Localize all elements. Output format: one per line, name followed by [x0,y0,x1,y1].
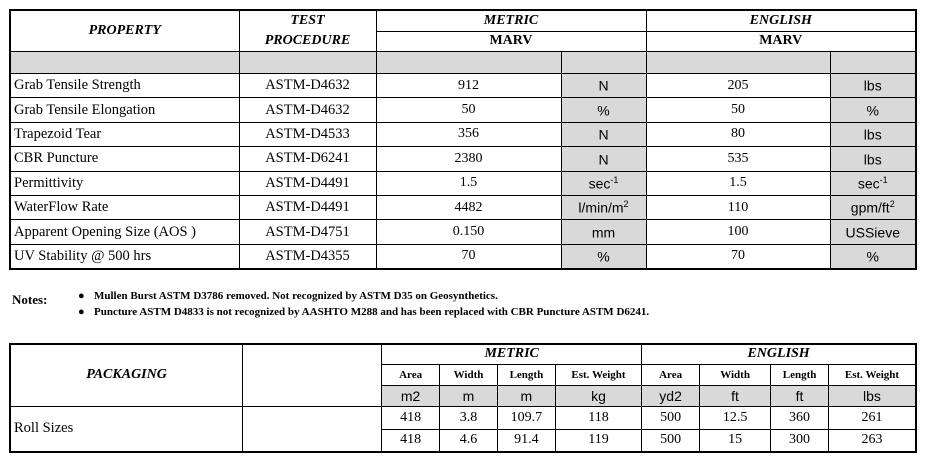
english-value: 1.5 [646,171,830,195]
packaging-metric-header: METRIC [382,344,642,364]
metric-marv-header: MARV [376,31,646,51]
english-unit-sup: -1 [879,174,888,185]
property-row [10,171,916,195]
english-unit-text: gpm/ft [850,199,890,216]
metric-value: 50 [376,98,561,122]
test-procedure: ASTM-D6241 [239,147,376,171]
packaging-header: PACKAGING [10,344,243,406]
test-header-line2: PROCEDURE [264,33,351,48]
english-value: 535 [646,147,830,171]
properties-table [9,9,917,270]
english-value: 205 [646,74,830,98]
english-unit [830,98,916,122]
metric-unit [561,220,646,244]
metric-value: 4482 [376,195,561,219]
english-unit [830,122,916,146]
english-unit [830,74,916,98]
metric-unit [561,74,646,98]
property-name: UV Stability @ 500 hrs [10,244,239,268]
note-item-2 [78,306,649,318]
property-row [10,98,916,122]
metric-unit-text: N [598,126,609,143]
english-column-header: Width [700,364,771,385]
english-value: 110 [646,195,830,219]
metric-value: 0.150 [376,220,561,244]
metric-roll-value: 4.6 [440,429,498,452]
english-unit [830,171,916,195]
property-name: CBR Puncture [10,147,239,171]
roll-sizes-blank [243,406,382,452]
english-value: 80 [646,122,830,146]
packaging-table [9,343,917,453]
notes-label: Notes: [12,292,48,307]
english-value: 50 [646,98,830,122]
property-row [10,244,916,268]
metric-unit-sup: 2 [623,199,629,210]
metric-roll-value: 118 [555,406,641,429]
english-unit [830,195,916,219]
english-roll-value: 15 [700,429,771,452]
property-row [10,195,916,219]
metric-unit-text: N [598,151,609,168]
note-item-1 [78,290,498,302]
roll-sizes-label: Roll Sizes [10,406,243,452]
test-procedure: ASTM-D4355 [239,244,376,268]
english-unit-text: sec [857,175,880,192]
metric-unit [561,122,646,146]
english-unit [830,147,916,171]
metric-column-header: Area [382,364,440,385]
metric-roll-value: 3.8 [440,406,498,429]
metric-column-header: Est. Weight [555,364,641,385]
metric-unit [561,244,646,268]
metric-unit [561,98,646,122]
metric-value: 356 [376,122,561,146]
english-unit-text: USSieve [845,224,900,241]
english-roll-value: 261 [828,406,916,429]
english-unit-text: % [866,102,879,119]
packaging-blank-cell [243,344,382,406]
metric-unit-text: l/min/m [578,199,624,216]
english-column-header: Area [642,364,700,385]
property-name: Permittivity [10,171,239,195]
english-roll-value: 12.5 [700,406,771,429]
metric-header: METRIC [376,10,646,31]
test-procedure-header [239,10,376,52]
english-unit-text: lbs [863,126,882,143]
english-unit-text: % [866,248,879,265]
metric-unit-text: mm [591,224,616,241]
english-header: ENGLISH [646,10,916,31]
metric-unit-cell: m [497,385,555,406]
english-unit [830,220,916,244]
property-name: WaterFlow Rate [10,195,239,219]
test-procedure: ASTM-D4491 [239,171,376,195]
note-text-2: Puncture ASTM D4833 is not recognized by AASHTO M288 and has been replaced with CBR Puncture ASTM D6241. [94,306,650,318]
english-unit-cell: lbs [828,385,916,406]
english-unit-cell: ft [771,385,829,406]
english-value: 70 [646,244,830,268]
property-name: Grab Tensile Elongation [10,98,239,122]
metric-value: 2380 [376,147,561,171]
test-procedure: ASTM-D4632 [239,98,376,122]
english-roll-value: 263 [828,429,916,452]
test-header-line1: TEST [290,13,325,28]
test-procedure: ASTM-D4491 [239,195,376,219]
metric-unit [561,147,646,171]
property-row [10,122,916,146]
metric-unit-cell: kg [555,385,641,406]
test-procedure: ASTM-D4632 [239,74,376,98]
metric-value: 912 [376,74,561,98]
english-unit-text: lbs [863,78,882,95]
test-procedure: ASTM-D4751 [239,220,376,244]
roll-size-row [10,406,916,429]
property-row [10,220,916,244]
metric-roll-value: 91.4 [497,429,555,452]
english-value: 100 [646,220,830,244]
english-unit [830,244,916,268]
english-column-header: Est. Weight [828,364,916,385]
english-roll-value: 500 [642,429,700,452]
metric-unit [561,171,646,195]
property-row [10,74,916,98]
property-name: Trapezoid Tear [10,122,239,146]
property-name: Grab Tensile Strength [10,74,239,98]
english-marv-header: MARV [646,31,916,51]
note-text-1: Mullen Burst ASTM D3786 removed. Not recognized by ASTM D35 on Geosynthetics. [94,290,498,302]
gray-spacer-row [10,52,916,74]
metric-unit-text: % [597,102,610,119]
english-roll-value: 360 [771,406,829,429]
english-unit-cell: ft [700,385,771,406]
metric-value: 70 [376,244,561,268]
metric-unit-cell: m [440,385,498,406]
metric-roll-value: 119 [555,429,641,452]
english-roll-value: 300 [771,429,829,452]
metric-column-header: Length [497,364,555,385]
metric-unit-sup: -1 [610,174,619,185]
test-procedure: ASTM-D4533 [239,122,376,146]
metric-unit-text: sec [588,175,611,192]
metric-value: 1.5 [376,171,561,195]
english-unit-text: lbs [863,151,882,168]
english-roll-value: 500 [642,406,700,429]
metric-unit-cell: m2 [382,385,440,406]
metric-roll-value: 418 [382,406,440,429]
metric-roll-value: 418 [382,429,440,452]
property-header: PROPERTY [10,10,239,52]
metric-unit-text: % [597,248,610,265]
english-unit-cell: yd2 [642,385,700,406]
english-unit-sup: 2 [889,199,895,210]
metric-roll-value: 109.7 [497,406,555,429]
metric-unit [561,195,646,219]
metric-column-header: Width [440,364,498,385]
packaging-english-header: ENGLISH [642,344,916,364]
property-name: Apparent Opening Size (AOS ) [10,220,239,244]
metric-unit-text: N [598,78,609,95]
bullet-icon: ● [78,290,85,302]
bullet-icon: ● [78,306,85,318]
english-column-header: Length [771,364,829,385]
property-row [10,147,916,171]
